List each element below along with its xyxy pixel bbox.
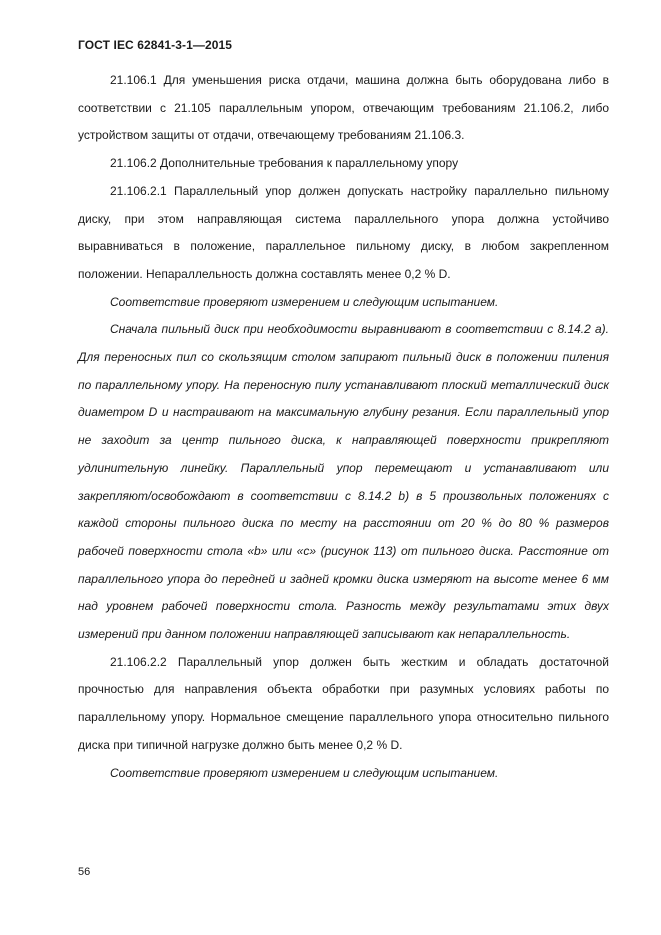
paragraph-21-106-2-1: 21.106.2.1 Параллельный упор должен допускать настройку параллельно пильному диску, при этом направляющая система параллельного упора должна устойчиво выравниваться в положение, параллельное пильному диску, в любом закрепленном положении. Непараллельность должна составлять менее 0,2 % D. bbox=[78, 183, 609, 281]
document-header: ГОСТ IEC 62841-3-1—2015 bbox=[78, 38, 233, 52]
paragraph-21-106-2-2: 21.106.2.2 Параллельный упор должен быть жестким и обладать достаточной прочностью для направления объекта обработки при разумных условиях работы по параллельному упору. Нормальное смещение параллельного упора относительно пильного диска при типичной нагрузке должно быть менее 0,2 % D. bbox=[78, 654, 609, 752]
document-body bbox=[78, 67, 609, 787]
paragraph-21-106-2: 21.106.2 Дополнительные требования к параллельному упору bbox=[110, 156, 459, 171]
compliance-note: Соответствие проверяют измерением и следующим испытанием. bbox=[110, 294, 499, 309]
page-number: 56 bbox=[78, 866, 91, 878]
test-procedure: Сначала пильный диск при необходимости выравнивают в соответствии с 8.14.2 a). Для переносных пил со скользящим столом запирают пильный диск в положении пиления по параллельному упору. На переносную пилу устанавливают плоский металлический диск диаметром D и настраивают на максимальную глубину резания. Если параллельный упор не заходит за центр пильного диска, к направляющей поверхности прикрепляют удлинительную линейку. Параллельный упор перемещают и устанавливают или закрепляют/освобождают в соответствии с 8.14.2 b) в 5 произвольных положениях с каждой стороны пильного диска по месту на расстоянии от 20 % до 80 % размеров рабочей поверхности стола «b» или «c» (рисунок 113) от пильного диска. Расстояние от параллельного упора до передней и задней кромки диска измеряют на высоте менее 6 мм над уровнем рабочей поверхности стола. Разность между результатами этих двух измерений при данном положении направляющей записывают как непараллельность. bbox=[78, 322, 609, 642]
compliance-note-2: Соответствие проверяют измерением и следующим испытанием. bbox=[110, 765, 499, 780]
paragraph-21-106-1: 21.106.1 Для уменьшения риска отдачи, машина должна быть оборудована либо в соответствии с 21.105 параллельным упором, отвечающим требованиям 21.106.2, либо устройством защиты от отдачи, отвечающему требованиям 21.106.3. bbox=[78, 73, 609, 143]
